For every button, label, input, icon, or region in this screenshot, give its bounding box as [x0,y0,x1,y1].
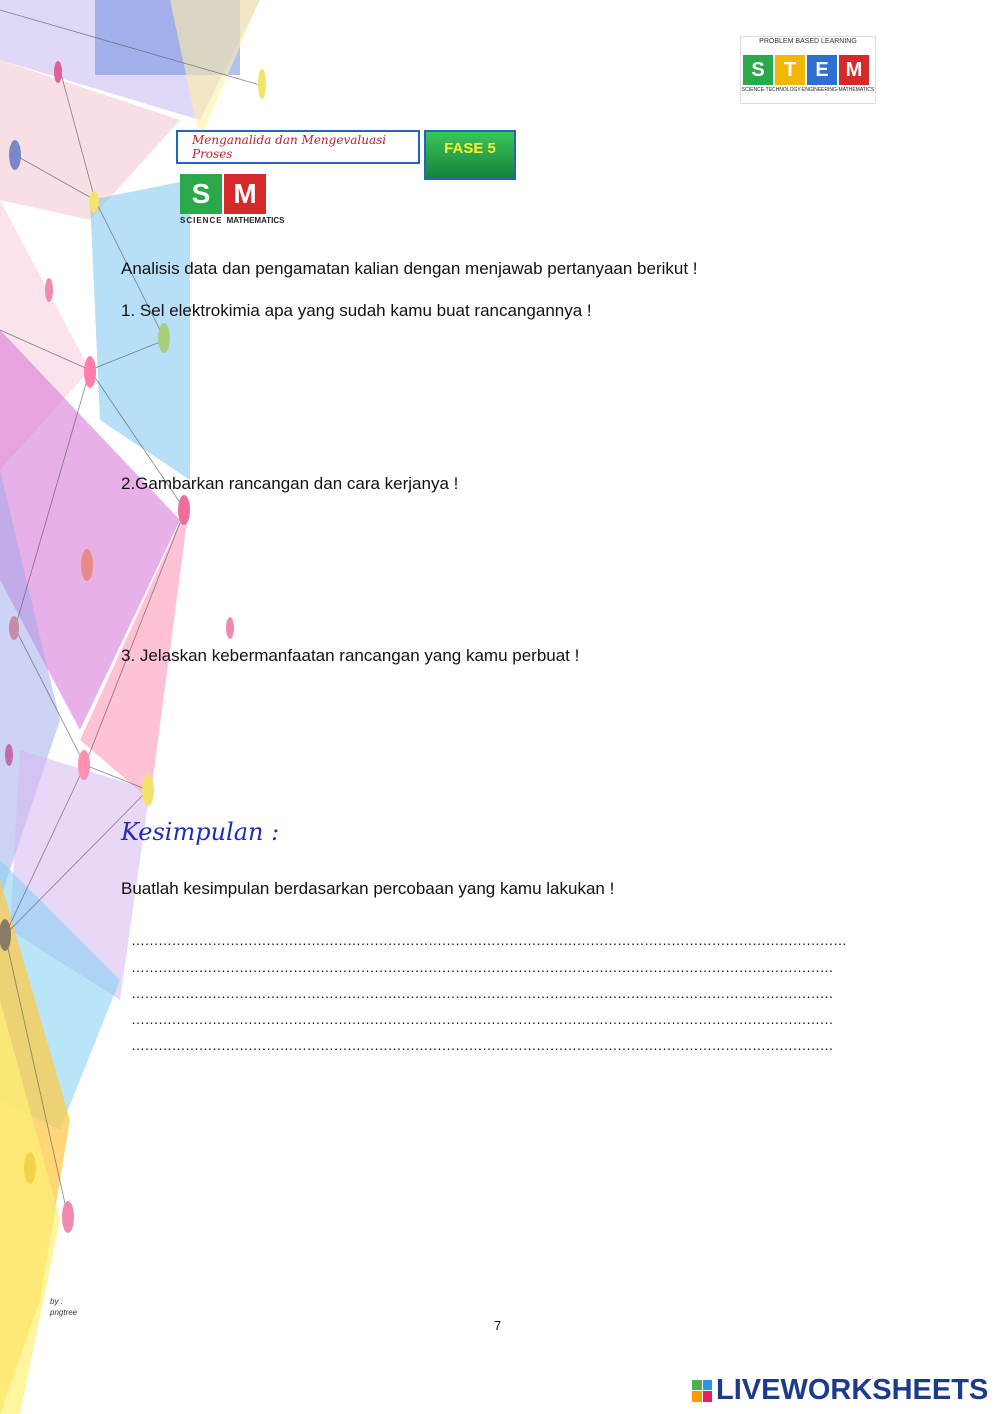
fase-tab [424,130,516,180]
sm-tile-s: S [180,174,222,214]
question-2: 2.Gambarkan rancangan dan cara kerjanya ! [121,474,459,493]
stem-tile-t: T [775,55,805,85]
sm-label-mathematics: MATHEMATICS [226,216,285,225]
sm-logo [180,174,285,230]
stem-tile-s: S [743,55,773,85]
sm-logo-labels [180,216,285,225]
answer-line[interactable]: ………………………………………………………………………………………………………………………………………… [131,1037,833,1053]
answer-line[interactable]: ………………………………………………………………………………………………………………………………………… [131,985,833,1001]
stem-logo-subtitle: SCIENCE-TECHNOLOGY-ENGINEERING-MATHEMATICS [741,87,875,93]
credit-name: pngtree [50,1308,78,1317]
liveworksheets-logo-icon [692,1380,712,1402]
credit-by: by : [50,1297,63,1306]
liveworksheets-wordmark: LIVEWORKSHEETS [716,1374,989,1406]
kesimpulan-instruction: Buatlah kesimpulan berdasarkan percobaan yang kamu lakukan ! [121,879,615,898]
answer-line[interactable]: …………………………………………………………………………………………………………………………………………… [131,932,847,948]
sm-logo-tiles [180,174,272,214]
answer-line[interactable]: ………………………………………………………………………………………………………………………………………… [131,959,833,975]
page-number: 7 [494,1318,502,1333]
fase-label: FASE 5 [444,140,496,157]
question-3: 3. Jelaskan kebermanfaatan rancangan yang kamu perbuat ! [121,646,580,665]
question-1: 1. Sel elektrokimia apa yang sudah kamu buat rancangannya ! [121,301,592,320]
intro-text: Analisis data dan pengamatan kalian dengan menjawab pertanyaan berikut ! [121,259,698,278]
stem-tile-m: M [839,55,869,85]
stem-logo-caption: PROBLEM BASED LEARNING [759,38,857,45]
image-credit [50,1296,77,1318]
phase-title: Menganalida dan Mengevaluasi Proses [192,133,387,161]
stem-tile-e: E [807,55,837,85]
sm-label-science: SCIENCE [180,216,223,225]
stem-logo-tiles [743,55,869,85]
phase-title-box [176,130,420,164]
kesimpulan-heading: Kesimpulan : [121,818,280,846]
stem-logo [740,36,876,104]
liveworksheets-brand[interactable] [692,1374,988,1407]
sm-tile-m: M [224,174,266,214]
answer-line[interactable]: ………………………………………………………………………………………………………………………………………… [131,1011,833,1027]
